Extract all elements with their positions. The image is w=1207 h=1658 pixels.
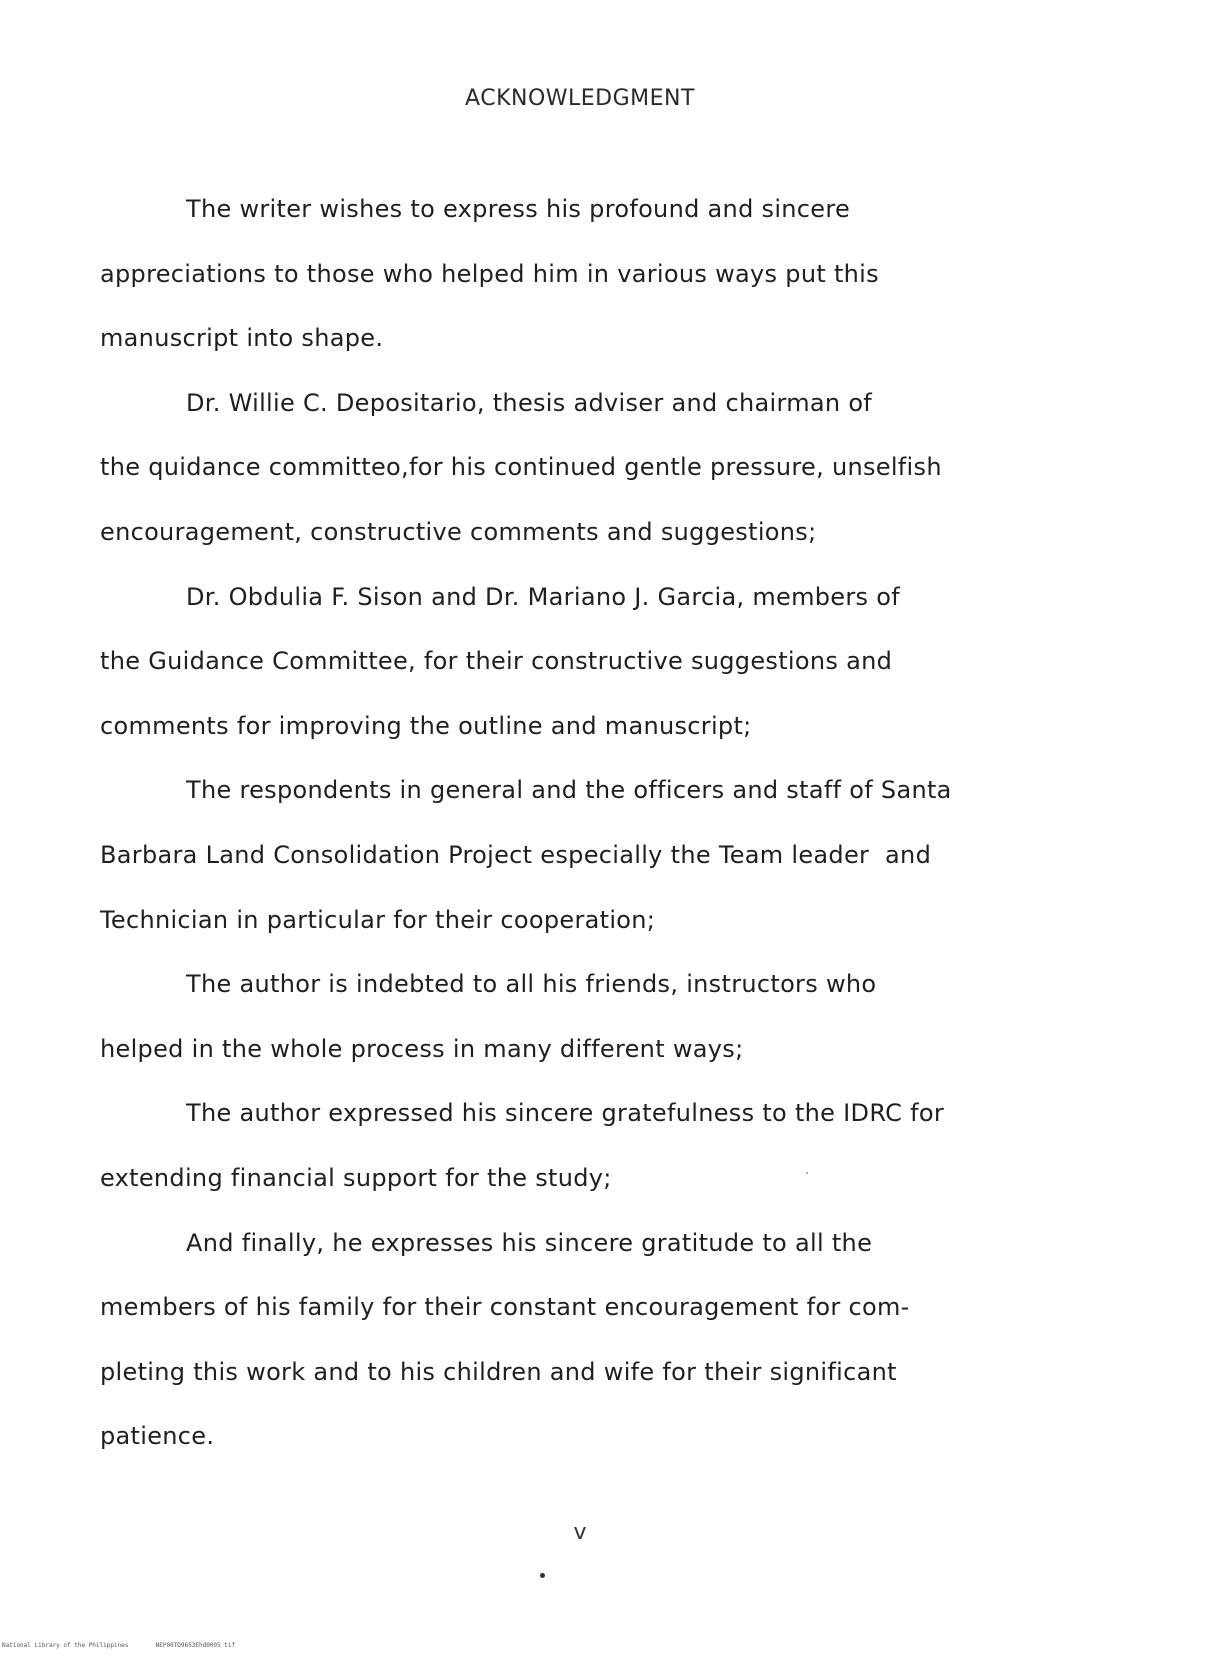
page-number: v (573, 1520, 587, 1545)
text-line: pleting this work and to his children and wife for their significant (100, 1357, 897, 1386)
scan-footer (2, 1642, 235, 1649)
acknowledgment-body (100, 177, 1060, 1469)
library-label: National Library of the Philippines (2, 1642, 129, 1649)
file-id-label: NEP00TD9653Ehd0005 tif (155, 1642, 236, 1649)
text-line: Dr. Obdulia F. Sison and Dr. Mariano J. Garcia, members of (186, 582, 901, 611)
scan-dot (540, 1573, 545, 1578)
page-title: ACKNOWLEDGMENT (465, 86, 695, 111)
text-line: The writer wishes to express his profound and sincere (186, 195, 851, 223)
text-line: Barbara Land Consolidation Project especially the Team leader and (100, 840, 932, 869)
text-line: appreciations to those who helped him in various ways put this (100, 259, 879, 288)
text-line: helped in the whole process in many different ways; (100, 1034, 744, 1063)
text-line: The author expressed his sincere gratefulness to the IDRC for (186, 1099, 944, 1128)
text-line: Technician in particular for their cooperation; (100, 905, 656, 934)
text-line: The author is indebted to all his friends, instructors who (186, 970, 877, 999)
text-line: Dr. Willie C. Depositario, thesis adviser and chairman of (186, 388, 873, 417)
scan-speck (806, 1172, 808, 1174)
text-line: And finally, he expresses his sincere gratitude to all the (186, 1228, 873, 1257)
text-line: extending financial support for the study; (100, 1163, 612, 1192)
text-line: comments for improving the outline and manuscript; (100, 711, 752, 740)
text-line: the Guidance Committee, for their constructive suggestions and (100, 647, 893, 676)
text-line: encouragement, constructive comments and suggestions; (100, 517, 817, 546)
text-line: The respondents in general and the officers and staff of Santa (186, 776, 952, 805)
text-line: patience. (100, 1422, 215, 1451)
text-line: manuscript into shape. (100, 324, 384, 353)
text-line: the quidance committeo,for his continued gentle pressure, unselfish (100, 453, 942, 482)
text-line: members of his family for their constant encouragement for com- (100, 1293, 910, 1322)
